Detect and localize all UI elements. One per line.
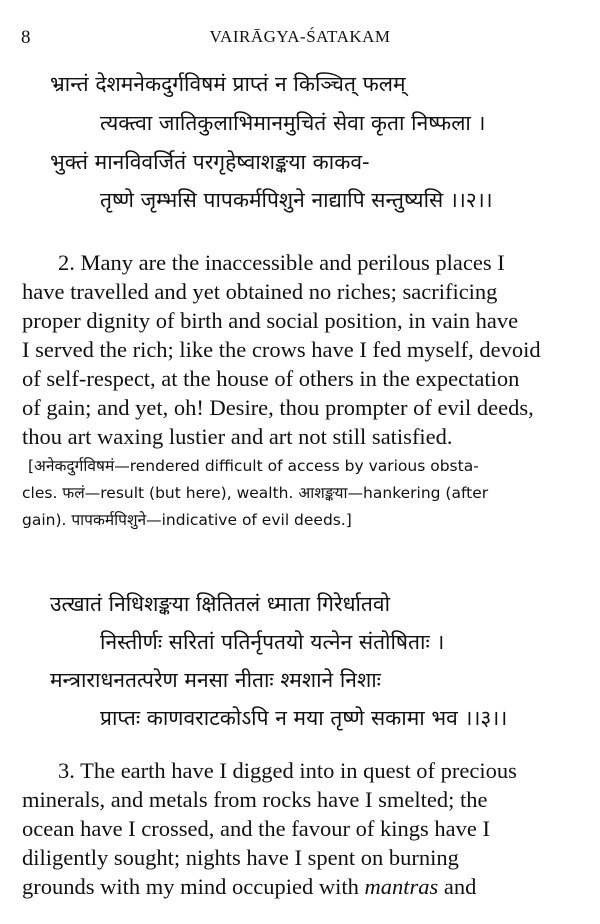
running-title: VAIRĀGYA-ŚATAKAM [209, 27, 391, 46]
paragraph-line [22, 872, 476, 902]
paragraph-line: have travelled and yet obtained no riches; sacrificing [22, 279, 498, 304]
paragraph-line: diligently sought; nights have I spent on burning [22, 845, 459, 870]
paragraph-line: 3. The earth have I digged into in quest of precious [58, 758, 517, 783]
verse-line: उत्खातं निधिशङ्कया क्षितितलं ध्माता गिरेर्धातवो [50, 592, 391, 616]
verse-line: त्यक्त्वा जातिकुलाभिमानमुचितं सेवा कृता निष्फला । [100, 111, 486, 135]
note-line: cles. फलं—result (but here), wealth. आशङ्कया—hankering (after [22, 484, 489, 502]
italic-term: mantras [364, 874, 439, 899]
verse-line: मन्त्राराधनतत्परेण मनसा नीताः श्मशाने निशाः [50, 668, 381, 692]
verse-line: तृष्णे जृम्भसि पापकर्मपिशुने नाद्यापि सन्तुष्यसि ।।२।। [100, 188, 493, 212]
page-number: 8 [21, 27, 31, 48]
paragraph-line: I served the rich; like the crows have I fed myself, devoid [22, 337, 541, 362]
verse-line: भुक्तं मानविवर्जितं परगृहेष्वाशङ्कया काकव- [50, 150, 370, 174]
verse-line: निस्तीर्णः सरितां पतिर्नृपतयो यत्नेन संतोषिताः । [100, 630, 445, 654]
paragraph-line: proper dignity of birth and social position, in vain have [22, 308, 519, 333]
page-header [0, 27, 600, 49]
paragraph-line: of gain; and yet, oh! Desire, thou prompter of evil deeds, [22, 395, 534, 420]
paragraph-line: ocean have I crossed, and the favour of kings have I [22, 816, 490, 841]
note-line: gain). पापकर्मपिशुने—indicative of evil deeds.] [22, 511, 352, 529]
paragraph-line: 2. Many are the inaccessible and perilous places I [58, 250, 505, 275]
verse-line: प्राप्तः काणवराटकोऽपि न मया तृष्णे सकामा भव ।।३।। [100, 706, 508, 730]
verse-line: भ्रान्तं देशमनेकदुर्गविषमं प्राप्तं न किञ्चित् फलम् [50, 72, 406, 96]
paragraph-line: thou art waxing lustier and art not still satisfied. [22, 424, 453, 449]
note-line: [अनेकदुर्गविषमं—rendered difficult of access by various obsta- [28, 457, 479, 475]
line-text: grounds with my mind occupied with [22, 874, 365, 899]
line-text: and [438, 874, 477, 899]
paragraph-line: minerals, and metals from rocks have I smelted; the [22, 787, 488, 812]
paragraph-line: of self-respect, at the house of others in the expectation [22, 366, 520, 391]
